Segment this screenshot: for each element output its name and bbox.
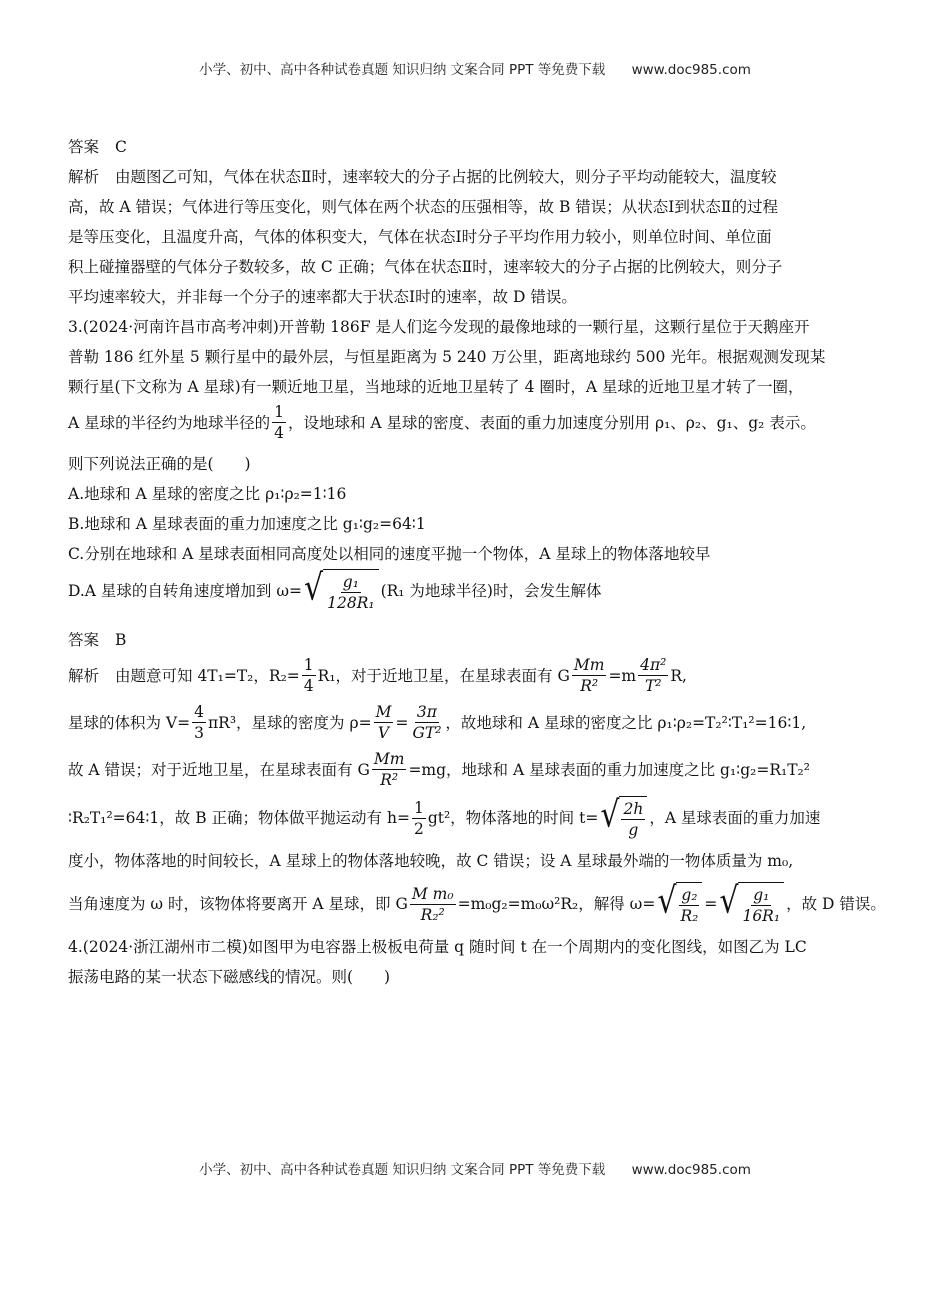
analysis-text: ，故 D 错误。	[786, 895, 886, 913]
analysis-text: gt²，物体落地的时间 t=	[427, 809, 599, 827]
fraction	[412, 798, 426, 839]
analysis-text: R,	[670, 666, 687, 685]
page-footer	[0, 1158, 950, 1178]
q3-stem-line-3: 颗行星(下文称为 A 星球)有一颗近地卫星，当地球的近地卫星转了 4 圈时，A 星球的近地卫星才转了一圈，	[68, 378, 804, 396]
fraction	[410, 884, 456, 925]
q3-analysis-line-5: 度小，物体落地的时间较长，A 星球上的物体落地较晚，故 C 错误；设 A 星球最外端的一物体质量为 m₀,	[68, 852, 794, 870]
q3-stem-line-2: 普勒 186 红外星 5 颗行星中的最外层，与恒星距离为 5 240 万公里，距离地球约 500 光年。根据观测发现某	[68, 348, 826, 366]
q2-answer-value: C	[115, 138, 127, 156]
frac-num: 1	[413, 798, 424, 817]
frac-den: 16R₁	[742, 907, 781, 925]
frac-num: 4π²	[640, 656, 667, 674]
analysis-text: ，故地球和 A 星球的密度之比 ρ₁∶ρ₂=T₂²∶T₁²=16∶1,	[445, 713, 807, 732]
header-site-link[interactable]: www.doc985.com	[631, 62, 751, 78]
analysis-text: 故 A 错误；对于近地卫星，在星球表面有 G	[68, 760, 370, 779]
frac-den: 4	[303, 677, 314, 695]
frac-num: Mm	[373, 750, 405, 768]
analysis-label: 解析	[68, 666, 100, 685]
q2-analysis-line-5: 平均速率较大，并非每一个分子的速率都大于状态Ⅰ时的速率，故 D 错误。	[68, 288, 577, 306]
fraction	[374, 702, 394, 743]
analysis-text: ∶R₂T₁²=64∶1，故 B 正确；物体做平抛运动有 h=	[68, 809, 410, 827]
analysis-text: =m	[608, 666, 637, 685]
frac-den: 128R₁	[327, 594, 375, 612]
frac-num: 4	[194, 703, 204, 721]
frac-den: R²	[380, 771, 399, 789]
analysis-text: =m₀g₂=m₀ω²R₂，解得 ω=	[457, 895, 656, 913]
analysis-text: =	[704, 895, 718, 913]
frac-num: Mm	[573, 656, 605, 674]
sqrt-expression	[719, 882, 784, 926]
analysis-text: 当角速度为 ω 时，该物体将要离开 A 星球，即 G	[68, 895, 408, 913]
frac-num: M	[375, 703, 392, 721]
radical-sign: √	[303, 567, 324, 609]
header-text: 小学、初中、高中各种试卷真题 知识归纳 文案合同 PPT 等免费下载	[199, 62, 606, 78]
frac-num: 2h	[623, 800, 644, 818]
frac-den: 3	[194, 724, 204, 742]
q3-option-d	[68, 569, 883, 613]
sqrt-expression	[304, 569, 379, 613]
q2-analysis-line-4: 积上碰撞器壁的气体分子数较多，故 C 正确；气体在状态Ⅱ时，速率较大的分子占据的比例较大，则分子	[68, 258, 783, 276]
frac-den: R₂²	[420, 905, 445, 924]
page-content	[68, 132, 886, 992]
sqrt-expression	[657, 882, 702, 926]
frac-den: R₂	[680, 907, 699, 925]
q3-option-b: B.地球和 A 星球表面的重力加速度之比 g₁∶g₂=64∶1	[68, 515, 426, 533]
answer-label: 答案	[68, 138, 100, 156]
analysis-text: 由题意可知 4T₁=T₂，R₂=	[115, 666, 300, 685]
fraction	[192, 702, 206, 743]
analysis-text: πR³，星球的密度为 ρ=	[207, 713, 372, 732]
frac-num: g₂	[681, 886, 698, 904]
q2-analysis-line-2: 高，故 A 错误；气体进行等压变化，则气体在两个状态的压强相等，故 B 错误；从状态Ⅰ到状态Ⅱ的过程	[68, 198, 778, 216]
analysis-text: =mg，地球和 A 星球表面的重力加速度之比 g₁∶g₂=R₁T₂²	[408, 760, 810, 779]
frac-num: 3π	[416, 703, 437, 721]
fraction	[372, 749, 407, 790]
frac-den: GT²	[412, 724, 442, 742]
frac-num: g₁	[753, 886, 770, 904]
frac-num: M m₀	[411, 884, 454, 903]
frac-den: 2	[413, 819, 424, 838]
q3-option-c: C.分别在地球和 A 星球表面相同高度处以相同的速度平抛一个物体，A 星球上的物体落地较早	[68, 545, 711, 563]
fraction	[740, 885, 782, 926]
fraction	[325, 572, 376, 613]
analysis-text: =	[395, 713, 409, 732]
q2-answer	[68, 132, 883, 162]
frac-den: V	[377, 724, 390, 742]
q3-analysis-line-1	[68, 655, 883, 696]
q2-analysis-line-3: 是等压变化，且温度升高，气体的体积变大，气体在状态Ⅰ时分子平均作用力较小，则单位时间、单位面	[68, 228, 772, 246]
frac-num: g₁	[342, 573, 359, 591]
fraction	[638, 655, 668, 696]
q3-answer	[68, 625, 883, 655]
footer-text: 小学、初中、高中各种试卷真题 知识归纳 文案合同 PPT 等免费下载	[199, 1162, 606, 1178]
q3-option-a: A.地球和 A 星球的密度之比 ρ₁∶ρ₂=1∶16	[68, 485, 347, 503]
radical-sign: √	[719, 880, 739, 922]
q3-analysis-line-6	[68, 880, 886, 926]
q3-stem-text: A 星球的半径约为地球半径的	[68, 413, 271, 432]
q3-analysis-line-2	[68, 702, 883, 743]
page-header	[0, 58, 950, 78]
analysis-text: 星球的体积为 V=	[68, 713, 191, 732]
fraction-one-quarter	[272, 402, 286, 443]
option-d-text: D.A 星球的自转角速度增加到 ω=	[68, 582, 302, 600]
fraction	[678, 885, 700, 926]
analysis-text: R₁，对于近地卫星，在星球表面有 G	[317, 666, 570, 685]
q3-answer-value: B	[115, 631, 127, 649]
frac-den: T²	[644, 677, 662, 695]
answer-label: 答案	[68, 631, 100, 649]
q4-stem-line-1: 4.(2024·浙江湖州市二模)如图甲为电容器上极板电荷量 q 随时间 t 在一个周期内的变化图线，如图乙为 LC	[68, 938, 807, 956]
radical-sign: √	[657, 880, 677, 922]
frac-den: g	[628, 821, 639, 839]
option-d-text: (R₁ 为地球半径)时，会发生解体	[380, 582, 602, 600]
footer-site-link[interactable]: www.doc985.com	[631, 1162, 751, 1178]
analysis-label: 解析	[68, 168, 100, 186]
q2-analysis-text: 由题图乙可知，气体在状态Ⅱ时，速率较大的分子占据的比例较大，则分子平均动能较大，温度较	[115, 168, 777, 186]
fraction	[302, 655, 316, 696]
q3-stem-line-5: 则下列说法正确的是( )	[68, 455, 251, 473]
analysis-text: ，A 星球表面的重力加速	[649, 809, 821, 827]
frac-num: 1	[303, 656, 314, 674]
q3-stem-line-4	[68, 402, 883, 443]
q3-analysis-line-3	[68, 749, 883, 790]
q2-analysis-line-1	[68, 162, 883, 192]
radical-sign: √	[600, 794, 620, 836]
fraction	[410, 702, 443, 743]
fraction	[621, 799, 645, 840]
q3-analysis-line-4	[68, 796, 883, 840]
q4-stem-line-2: 振荡电路的某一状态下磁感线的情况。则( )	[68, 968, 391, 986]
frac-den: 4	[274, 424, 284, 442]
q3-stem-text: ，设地球和 A 星球的密度、表面的重力加速度分别用 ρ₁、ρ₂、g₁、g₂ 表示。	[288, 413, 816, 432]
sqrt-expression	[600, 796, 647, 840]
frac-den: R²	[580, 677, 599, 695]
q3-stem-line-1: 3.(2024·河南许昌市高考冲刺)开普勒 186F 是人们迄今发现的最像地球的一颗行星，这颗行星位于天鹅座开	[68, 318, 810, 336]
frac-num: 1	[274, 403, 284, 421]
fraction	[572, 655, 607, 696]
